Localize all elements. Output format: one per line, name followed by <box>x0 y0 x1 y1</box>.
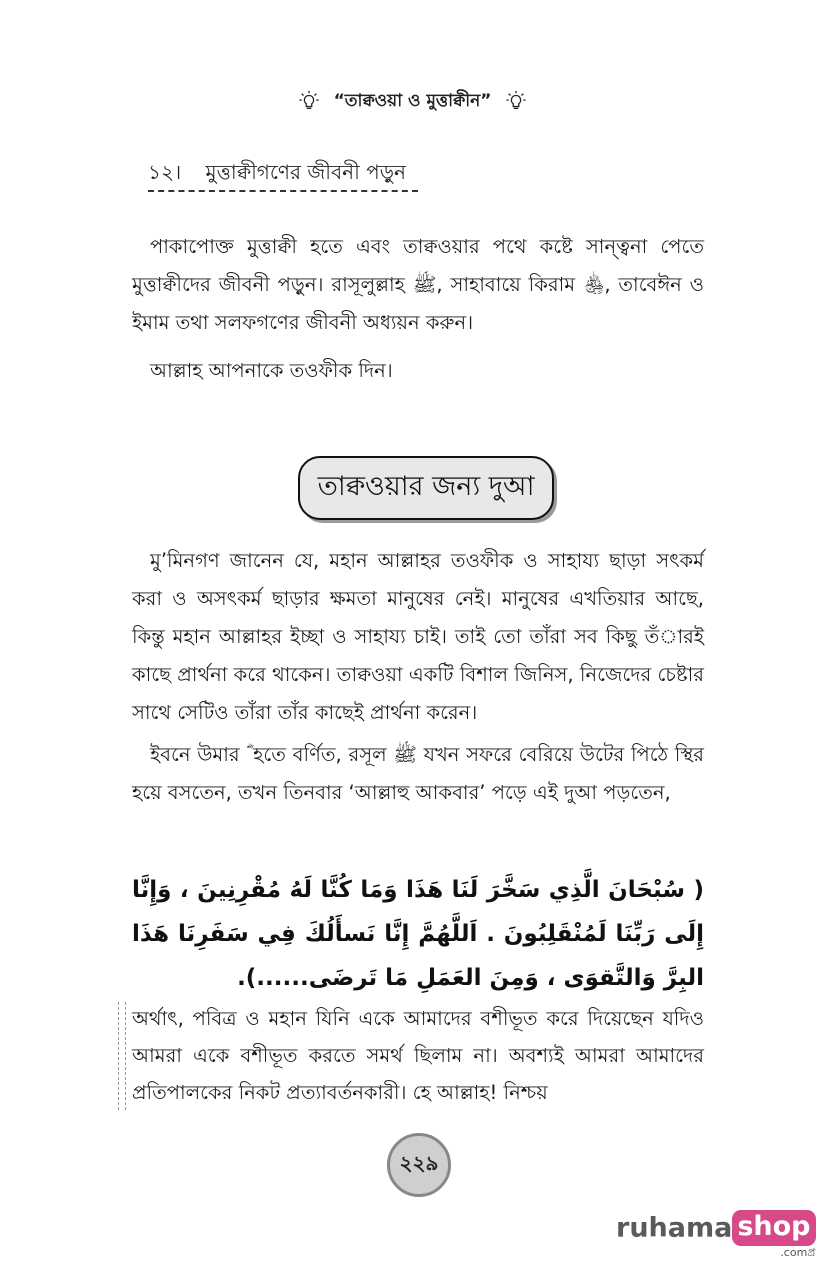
paragraph-1-text: পাকাপোক্ত মুত্তাক্বী হতে এবং তাক্বওয়ার পথে কষ্টে সান্ত্বনা পেতে মুত্তাক্বীদের জীবনী পড়ুন। রাসূলুল্লাহ ﷺ, সাহাবায়ে কিরাম ﵃, তাবেঈন ও ইমাম তথা সলফগণের জীবনী অধ্যয়ন করুন। <box>132 235 704 334</box>
paragraph-2 <box>132 352 704 390</box>
logo-text-ruhama: ruhama <box>616 1212 733 1244</box>
paragraph-1 <box>132 228 704 342</box>
section-underline <box>148 190 418 192</box>
dua-title: তাক্বওয়ার জন্য দুআ <box>317 470 535 502</box>
logo-text-shop: shop <box>732 1210 815 1246</box>
paragraph-3-text: মু’মিনগণ জানেন যে, মহান আল্লাহর তওফীক ও সাহায্য ছাড়া সৎকর্ম করা ও অসৎকর্ম ছাড়ার ক্ষমতা মানুষের নেই। মানুষের এখতিয়ার আছে, কিন্তু মহান আল্লাহর ইচ্ছা ও সাহায্য চাই। তাই তো তাঁরা সব কিছু তঁারই কাছে প্রার্থনা করে থাকেন। তাক্বওয়া একটি বিশাল জিনিস, নিজেদের চেষ্টার সাথে সেটিও তাঁরা তাঁর কাছেই প্রার্থনা করেন। <box>132 549 704 724</box>
section-number: ১২। <box>148 160 182 184</box>
paragraph-4-text: ইবনে উমার ؓ হতে বর্ণিত, রসূল ﷺ যখন সফরে বেরিয়ে উটের পিঠে স্থির হয়ে বসতেন, তখন তিনবার ‘আল্লাহু আকবার’ পড়ে এই দুআ পড়তেন, <box>132 743 704 804</box>
paragraph-2-text: আল্লাহ আপনাকে তওফীক দিন। <box>150 359 393 382</box>
page-number <box>387 1133 451 1197</box>
ruhamashop-logo <box>616 1210 816 1258</box>
section-heading <box>148 158 406 191</box>
lightbulb-icon <box>298 90 320 112</box>
logo-domain: .comপ্র <box>780 1246 816 1259</box>
paragraph-3 <box>132 542 704 732</box>
lightbulb-icon <box>505 90 527 112</box>
translation-block <box>118 1000 704 1112</box>
arabic-dua: ( سُبْحَانَ الَّذِي سَخَّرَ لَنَا هَذَا وَمَا كُنَّا لَهُ مُقْرِنِينَ ، وَإِنَّا إِلَى رَبِّنَا لَمُنْقَلِبُونَ . اَللَّهُمَّ إِنَّا نَسأَلُكَ فِي سَفَرِنَا هَذَا البِرَّ وَالتَّقوَى ، وَمِنَ العَمَلِ مَا تَرضَى......). <box>132 877 704 991</box>
section-title: মুত্তাক্বীগণের জীবনী পড়ুন <box>205 160 406 184</box>
translation-text: অর্থাৎ, পবিত্র ও মহান যিনি একে আমাদের বশীভূত করে দিয়েছেন যদিও আমরা একে বশীভূত করতে সমর্থ ছিলাম না। অবশ্যই আমরা আমাদের প্রতিপালকের নিকট প্রত্যাবর্তনকারী। হে আল্লাহ! নিশ্চয় <box>132 1007 704 1104</box>
paragraph-4 <box>132 736 704 812</box>
dua-title-box <box>298 456 554 520</box>
header-title: “তাক্বওয়া ও মুত্তাক্বীন” <box>333 91 492 111</box>
translation-border <box>118 1002 126 1110</box>
page-number-text: ২২৯ <box>399 1150 439 1175</box>
running-header <box>0 88 825 116</box>
